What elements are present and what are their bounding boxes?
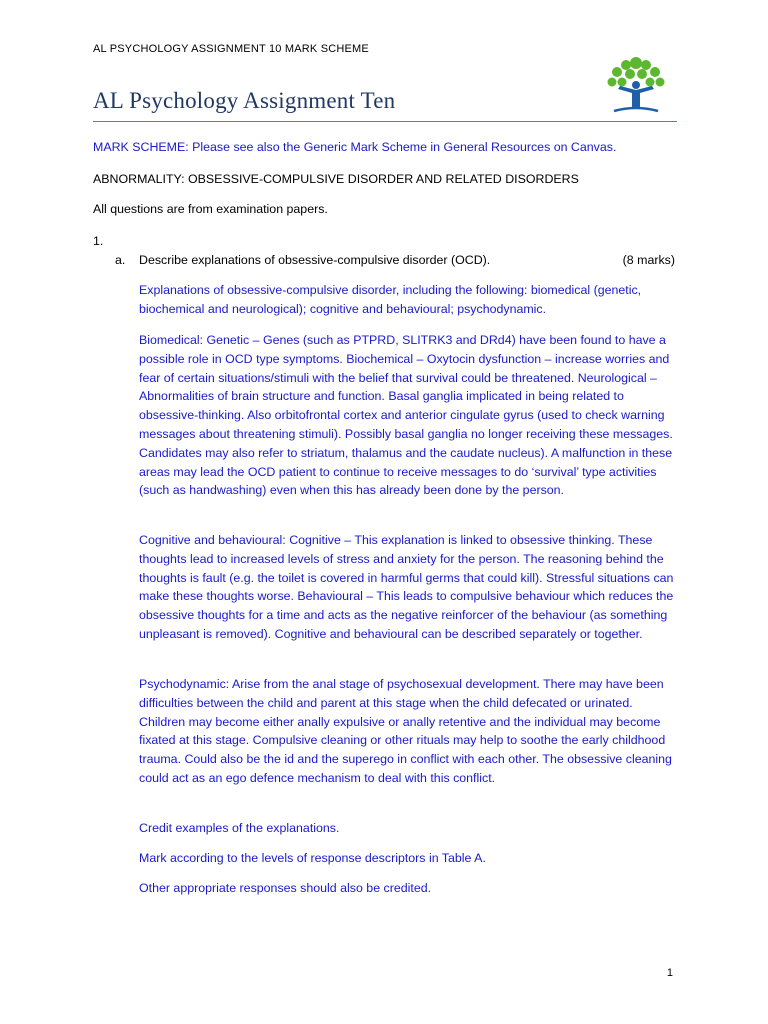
topic-heading: ABNORMALITY: OBSESSIVE-COMPULSIVE DISORDER AND RELATED DISORDERS — [93, 172, 579, 186]
psychodynamic-label: Psychodynamic: — [139, 677, 230, 691]
intro-paragraph: Explanations of obsessive-compulsive disorder, including the following: biomedical (genetic, biochemical and neurological); cognitive and behavioural; psychodynamic. — [139, 283, 642, 316]
source-note: All questions are from examination papers. — [93, 202, 328, 216]
question-text: Describe explanations of obsessive-compulsive disorder (OCD). — [139, 253, 491, 267]
question-marks: (8 marks) — [622, 253, 675, 267]
mark-scheme-note: MARK SCHEME: Please see also the Generic Mark Scheme in General Resources on Canvas. — [93, 140, 617, 154]
title-divider — [93, 121, 677, 122]
biomedical-text: Genetic – Genes (such as PTPRD, SLITRK3 and DRd4) have been found to have a possible role in OCD type symptoms. Biochemical – Oxytocin dysfunction – increase worries and fear of certain situations/stimuli with the belief that survival could be threatened. Neurological – Abnormalities of brain structure and function. Basal ganglia implicated in being related to obsessive-thinking. Also orbitofrontal cortex and anterior cingulate gyrus (used to check warning messages about threatening stimuli). Possibly basal ganglia no longer receiving these messages. Candidates may also refer to striatum, thalamus and the caudate nucleus). A malfunction in these areas may lead the OCD patient to continue to receive messages to do ‘survival’ type activities (such as handwashing) even when this has already been done by the person. — [139, 333, 673, 498]
other-note: Other appropriate responses should also be credited. — [139, 881, 432, 895]
running-header: AL PSYCHOLOGY ASSIGNMENT 10 MARK SCHEME — [93, 43, 369, 55]
page-number: 1 — [666, 967, 673, 979]
document-title: AL Psychology Assignment Ten — [93, 88, 396, 113]
cognitive-paragraph — [139, 531, 679, 644]
biomedical-label: Biomedical: — [139, 333, 204, 347]
tree-person-icon — [604, 55, 668, 115]
cognitive-text: Cognitive – This explanation is linked to obsessive thinking. These thoughts lead to increased levels of stress and anxiety for the person. The reasoning behind the thoughts is fault (e.g. the toilet is covered in harmful germs that could kill). Stressful situations can make these thoughts worse. Behavioural – This leads to compulsive behaviour which reduces the obsessive thoughts for a time and acts as the negative reinforcer of the behaviour (as something unpleasant is removed). Cognitive and behavioural can be described separately or together. — [139, 533, 674, 641]
biomedical-paragraph — [139, 331, 679, 500]
question-part: a. — [115, 253, 126, 267]
credit-note: Credit examples of the explanations. — [139, 821, 340, 835]
psychodynamic-paragraph — [139, 675, 679, 788]
psychodynamic-text: Arise from the anal stage of psychosexual development. There may have been difficulties between the child and parent at this stage when the child defecated or urinated. Children may become either anally expulsive or anally retentive and the individual may become fixated at this stage. Compulsive cleaning or other rituals may help to soothe the early childhood trauma. Could also be the id and the superego in conflict with each other. The obsessive cleaning could act as an ego defence mechanism to deal with this conflict. — [139, 677, 672, 785]
question-number: 1. — [93, 234, 104, 248]
levels-note: Mark according to the levels of response descriptors in Table A. — [139, 851, 486, 865]
cognitive-label: Cognitive and behavioural: — [139, 533, 286, 547]
